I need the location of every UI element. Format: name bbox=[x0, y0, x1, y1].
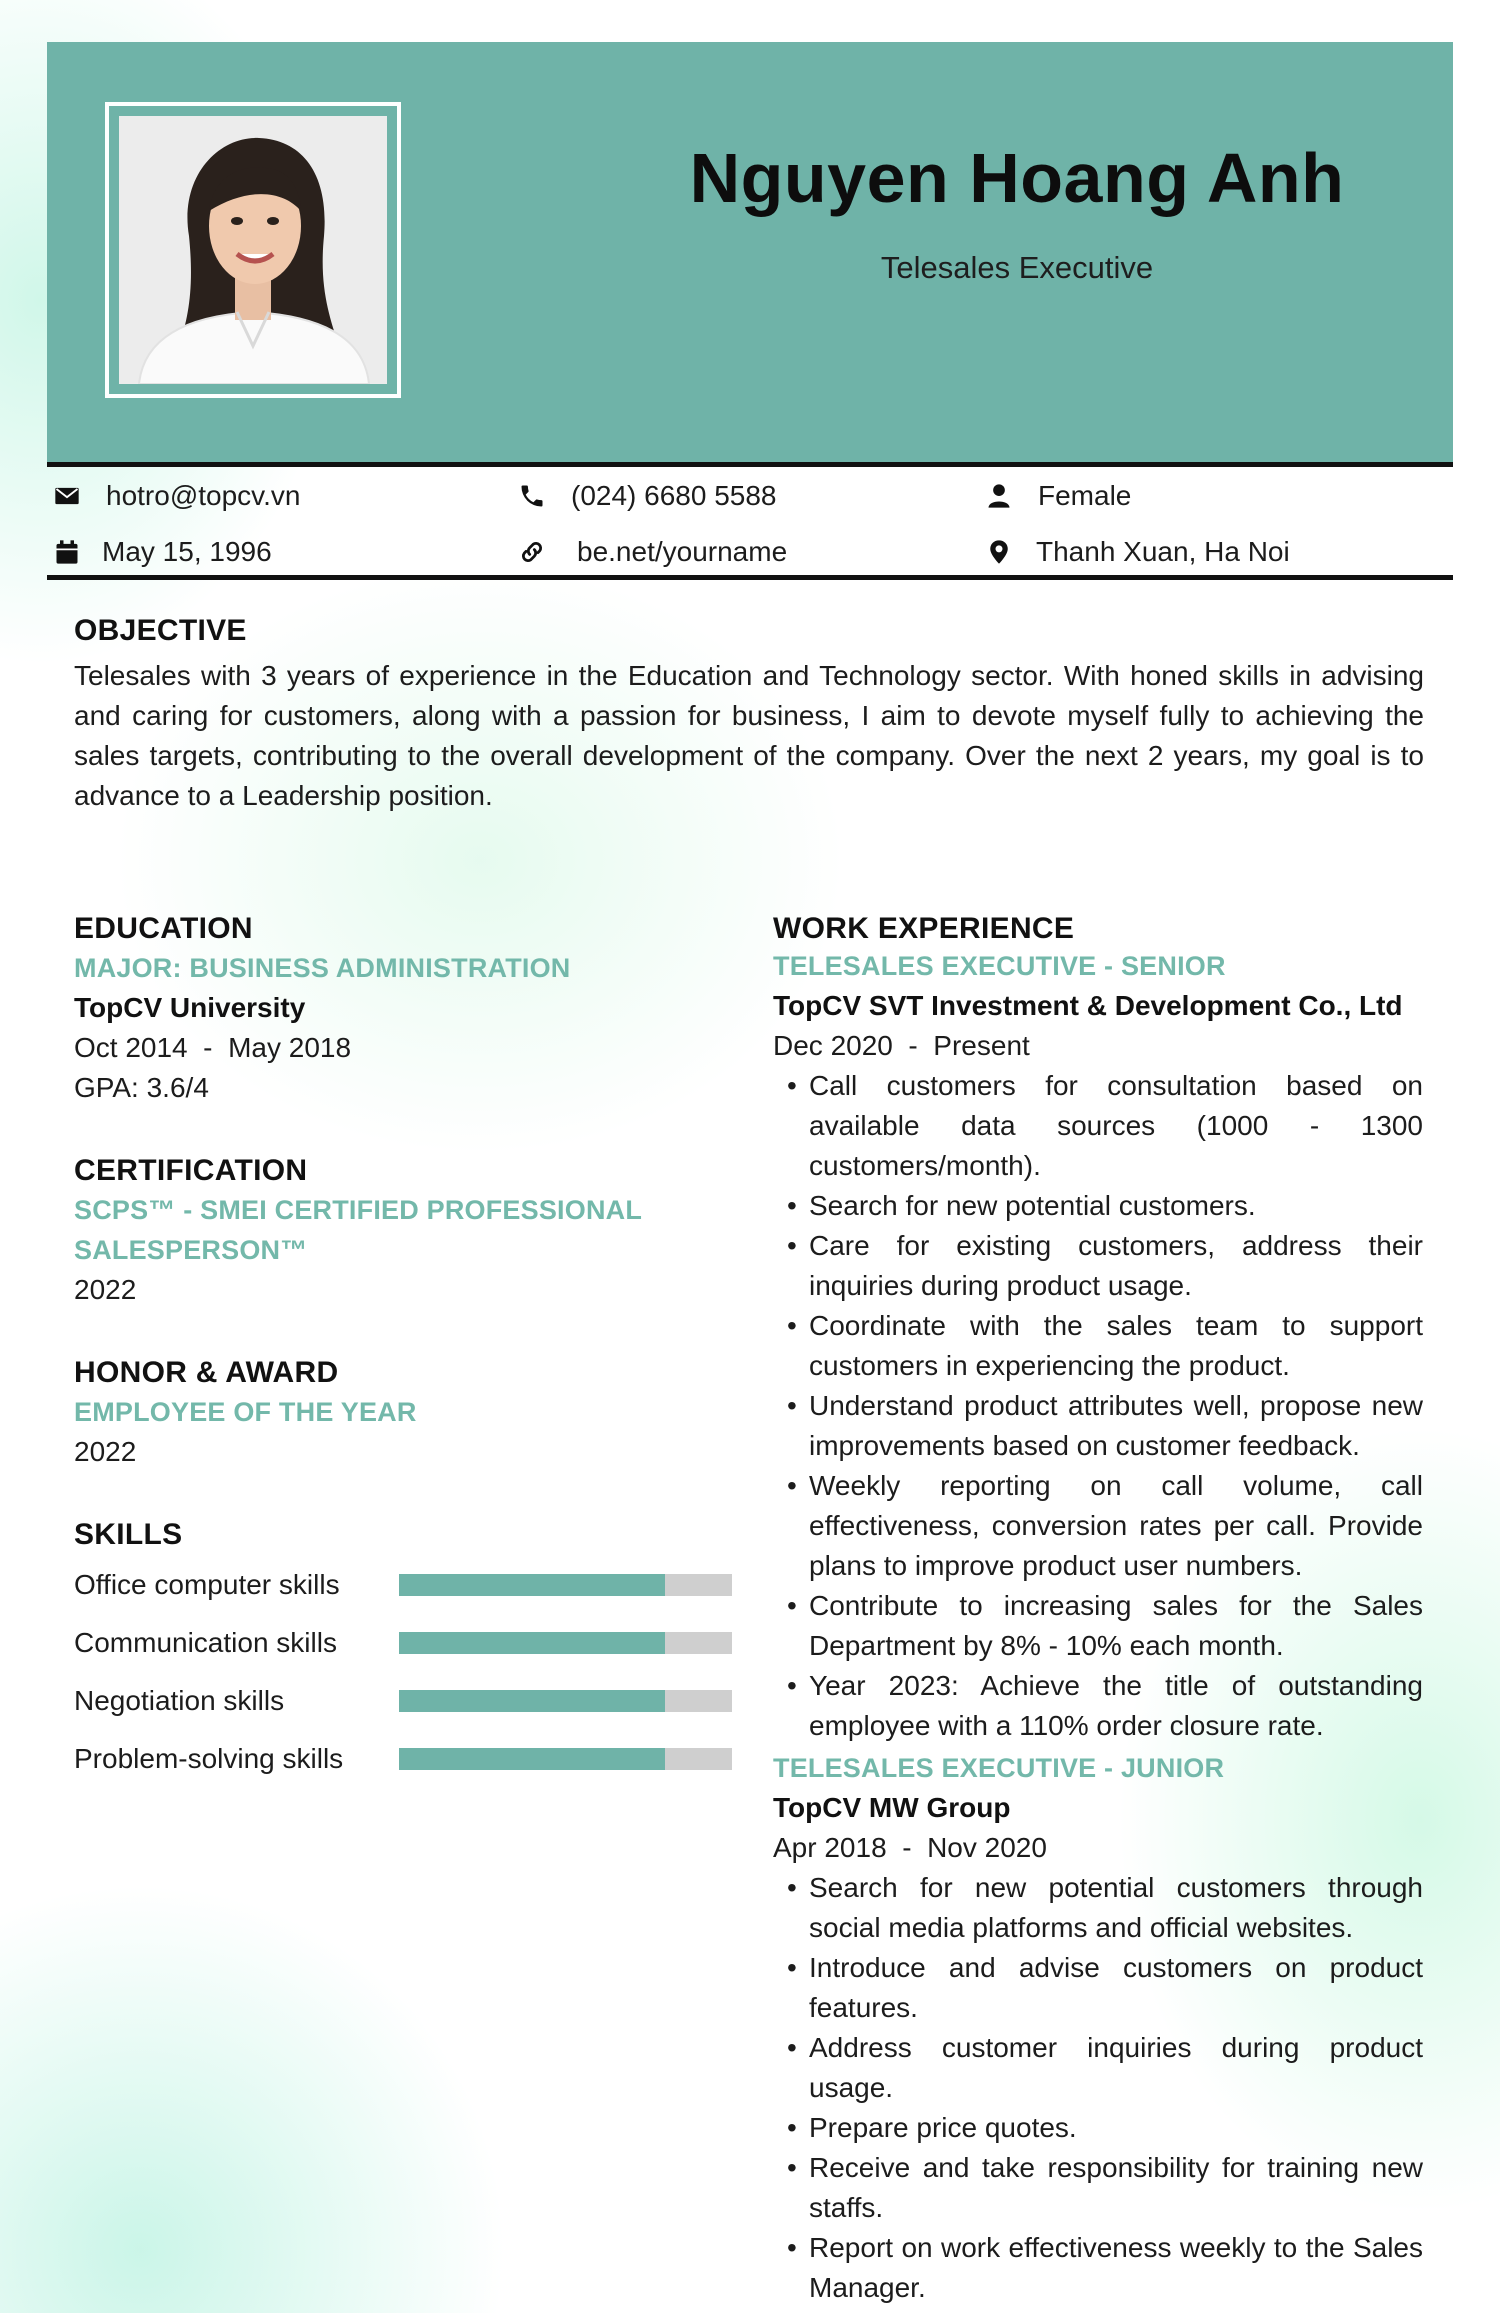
address-text: Thanh Xuan, Ha Noi bbox=[1036, 536, 1290, 567]
job-company: TopCV MW Group bbox=[773, 1792, 1011, 1823]
certification-section bbox=[74, 1154, 754, 1310]
right-column bbox=[773, 912, 1423, 2310]
contact-website[interactable] bbox=[517, 534, 787, 570]
skill-bar bbox=[399, 1574, 732, 1596]
skill-bar-fill bbox=[399, 1748, 665, 1770]
left-column bbox=[74, 912, 754, 1834]
list-item: • Report on work effectiveness weekly to the Sales Manager. bbox=[773, 2228, 1423, 2308]
header-banner bbox=[47, 42, 1453, 462]
website-text: be.net/yourname bbox=[577, 536, 788, 567]
list-item: • Search for new potential customers through social media platforms and official websites. bbox=[773, 1868, 1423, 1948]
link-icon bbox=[517, 537, 547, 567]
list-item: • Address customer inquiries during product usage. bbox=[773, 2028, 1423, 2108]
profile-photo-illustration bbox=[119, 116, 387, 384]
objective-text: Telesales with 3 years of experience in the Education and Technology sector. With honed skills in advising and caring for customers, along with a passion for business, I aim to devote myself fully to achieving the sales targets, contributing to the overall development of the company. Over the next 2 years, my goal is to advance to a Leadership position. bbox=[74, 660, 1424, 811]
candidate-name: Nguyen Hoang Anh bbox=[689, 139, 1345, 217]
skill-bar-fill bbox=[399, 1632, 665, 1654]
education-school: TopCV University bbox=[74, 992, 306, 1023]
certification-heading: CERTIFICATION bbox=[74, 1154, 308, 1187]
user-icon bbox=[984, 481, 1014, 511]
profile-photo bbox=[119, 116, 387, 384]
contact-phone[interactable] bbox=[517, 478, 777, 514]
profile-photo-frame bbox=[105, 102, 401, 398]
contact-birthday bbox=[52, 534, 272, 570]
education-major: MAJOR: BUSINESS ADMINISTRATION bbox=[74, 953, 571, 983]
contact-bar bbox=[47, 462, 1453, 580]
award-heading: HONOR & AWARD bbox=[74, 1356, 339, 1389]
list-item: • Care for existing customers, address their inquiries during product usage. bbox=[773, 1226, 1423, 1306]
resume-page bbox=[47, 42, 1453, 2303]
job-duties-list bbox=[773, 1868, 1423, 2308]
skill-bar bbox=[399, 1632, 732, 1654]
job-period: Dec 2020 - Present bbox=[773, 1030, 1030, 1061]
contact-gender bbox=[984, 478, 1131, 514]
job-role: TELESALES EXECUTIVE - JUNIOR bbox=[773, 1753, 1225, 1783]
list-item: • Understand product attributes well, propose new improvements based on customer feedback. bbox=[773, 1386, 1423, 1466]
list-item: • Call customers for consultation based on available data sources (1000 - 1300 customers/month). bbox=[773, 1066, 1423, 1186]
education-section bbox=[74, 912, 754, 1108]
award-name: EMPLOYEE OF THE YEAR bbox=[74, 1397, 417, 1427]
job-period: Apr 2018 - Nov 2020 bbox=[773, 1832, 1047, 1863]
list-item: • Contribute to increasing sales for the Sales Department by 8% - 10% each month. bbox=[773, 1586, 1423, 1666]
skill-label: Office computer skills bbox=[74, 1569, 340, 1600]
job-title: Telesales Executive bbox=[880, 250, 1154, 285]
skill-bar-fill bbox=[399, 1574, 665, 1596]
award-section bbox=[74, 1356, 754, 1472]
award-year: 2022 bbox=[74, 1436, 137, 1467]
objective-section bbox=[74, 614, 1424, 816]
skill-label: Communication skills bbox=[74, 1627, 337, 1658]
list-item: • Search for new potential customers. bbox=[773, 1186, 1423, 1226]
envelope-icon bbox=[52, 481, 82, 511]
skill-bar bbox=[399, 1690, 732, 1712]
objective-heading: OBJECTIVE bbox=[74, 614, 247, 647]
list-item: • Coordinate with the sales team to support customers in experiencing the product. bbox=[773, 1306, 1423, 1386]
list-item: • Introduce and advise customers on product features. bbox=[773, 1948, 1423, 2028]
list-item: • Receive and take responsibility for training new staffs. bbox=[773, 2148, 1423, 2228]
skill-label: Negotiation skills bbox=[74, 1685, 285, 1716]
certification-year: 2022 bbox=[74, 1274, 137, 1305]
list-item: • Weekly reporting on call volume, call effectiveness, conversion rates per call. Provide plans to improve product user numbers. bbox=[773, 1466, 1423, 1586]
skill-bar-fill bbox=[399, 1690, 665, 1712]
gender-text: Female bbox=[1038, 480, 1132, 511]
skill-bar bbox=[399, 1748, 732, 1770]
birthday-text: May 15, 1996 bbox=[102, 536, 272, 567]
education-period: Oct 2014 - May 2018 bbox=[74, 1032, 352, 1063]
skills-heading: SKILLS bbox=[74, 1518, 183, 1551]
email-text: hotro@topcv.vn bbox=[106, 480, 301, 511]
job-company: TopCV SVT Investment & Development Co., Ltd bbox=[773, 990, 1403, 1021]
calendar-icon bbox=[52, 537, 82, 567]
education-gpa: GPA: 3.6/4 bbox=[74, 1072, 209, 1103]
experience-heading: WORK EXPERIENCE bbox=[773, 912, 1075, 945]
contact-email[interactable] bbox=[52, 478, 300, 514]
job-role: TELESALES EXECUTIVE - SENIOR bbox=[773, 951, 1226, 981]
phone-icon bbox=[517, 481, 547, 511]
job-entry-senior bbox=[773, 946, 1423, 1746]
map-pin-icon bbox=[984, 537, 1014, 567]
skill-row bbox=[74, 1672, 754, 1730]
education-heading: EDUCATION bbox=[74, 912, 253, 945]
contact-address bbox=[984, 534, 1290, 570]
job-entry-junior bbox=[773, 1748, 1423, 2308]
skill-label: Problem-solving skills bbox=[74, 1743, 344, 1774]
list-item: • Year 2023: Achieve the title of outstanding employee with a 110% order closure rate. bbox=[773, 1666, 1423, 1746]
list-item: • Prepare price quotes. bbox=[773, 2108, 1423, 2148]
job-duties-list bbox=[773, 1066, 1423, 1746]
certification-name: SCPS™ - SMEI CERTIFIED PROFESSIONAL SALESPERSON™ bbox=[74, 1195, 642, 1265]
skill-row bbox=[74, 1730, 754, 1788]
skills-section bbox=[74, 1518, 754, 1788]
phone-text: (024) 6680 5588 bbox=[571, 480, 777, 511]
skill-row bbox=[74, 1556, 754, 1614]
skill-row bbox=[74, 1614, 754, 1672]
